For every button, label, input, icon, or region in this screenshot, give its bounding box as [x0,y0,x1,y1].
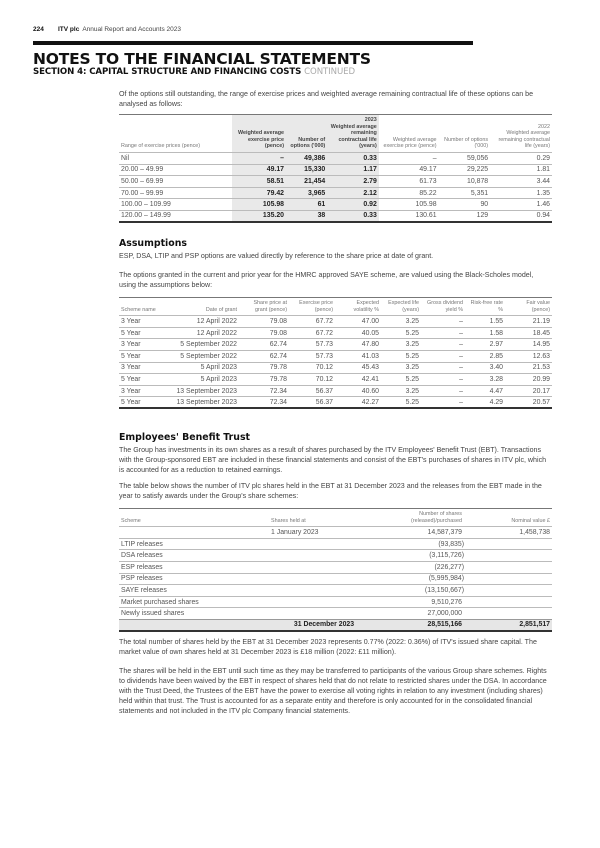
cell-volatility: 40.60 [335,385,381,397]
cell-shares: (13,150,667) [379,585,464,597]
cell-share-price: 79.08 [239,316,289,328]
cell-current-price: 79.42 [232,187,286,199]
report-title: Annual Report and Accounts 2023 [82,26,181,33]
col-current-num: Number of options ('000) [286,115,327,153]
cell-date: 5 September 2022 [164,350,239,362]
cell-prior-price: 49.17 [379,164,439,176]
cell-volatility: 41.03 [335,350,381,362]
cell-prior-life: 1.46 [490,199,552,211]
opening-shares: 14,587,379 [379,527,464,539]
cell-volatility: 47.80 [335,339,381,351]
cell-current-num: 3,965 [286,187,327,199]
cell-scheme: PSP releases [119,573,269,585]
cell-life: 3.25 [381,339,421,351]
cell-current-price: 105.98 [232,199,286,211]
options-table-row [119,210,552,222]
intro-paragraph: Of the options still outstanding, the range of exercise prices and weighted average remaining contractual life of these options can be analysed as follows: [119,90,534,108]
ebt-heading: Employees' Benefit Trust [119,432,251,443]
col-ebt-nominal: Nominal value £ [511,517,550,524]
cell-volatility: 45.43 [335,362,381,374]
ebt-para-2: The table below shows the number of ITV plc shares held in the EBT at 31 December 2023 and the releases from the EBT made in the year to satisfy awards under the Group's share schemes: [119,482,542,500]
cell-riskfree: 1.55 [465,316,505,328]
cell-range: 50.00 – 69.99 [119,176,232,188]
col-prior-life: 2022 Weighted average remaining contractual life (years) [490,115,552,153]
cell-scheme: 5 Year [119,350,164,362]
saye-table-row [119,385,552,397]
section-subtitle [33,67,355,77]
cell-scheme: 5 Year [119,327,164,339]
cell-current-price: 58.51 [232,176,286,188]
year-current: 2023 [364,117,377,123]
cell-scheme: 3 Year [119,316,164,328]
cell-riskfree: 4.47 [465,385,505,397]
cell-dividend: – [421,397,465,409]
ebt-table-row [119,538,552,550]
col-ebt-scheme: Scheme [121,517,141,524]
options-table-row [119,176,552,188]
cell-fair-value: 14.95 [505,339,552,351]
cell-date: 12 April 2022 [164,327,239,339]
cell-share-price: 79.78 [239,362,289,374]
cell-exercise-price: 57.73 [289,339,335,351]
ebt-para-4: The shares will be held in the EBT until such time as they may be transferred to participants of the various Group share schemes. Rights to dividends have been waived by the EBT in respect of shares held that do not relate to restricted shares under the DSA. In accordance with the Trust Deed, the Trustees of the EBT have the power to exercise all voting rights in relation to any investment (including shares) held within that trust. The Trust is accounted for as a separate entity and therefore is only accounted for in the consolidated financial statements and not included in the ITV plc Company financial statements. [119,667,547,715]
saye-table-row [119,350,552,362]
ebt-para-3: The total number of shares held by the EBT at 31 December 2023 represents 0.77% (2022: 0.36%) of ITV's issued share capital. The market value of own shares held at 31 December 2023 is £18 million (2022: £11 million). [119,638,537,656]
cell-volatility: 40.05 [335,327,381,339]
cell-current-num: 49,386 [286,152,327,164]
cell-date: 12 April 2022 [164,316,239,328]
cell-prior-life: 3.44 [490,176,552,188]
assumptions-heading: Assumptions [119,238,187,249]
cell-current-life: 1.17 [327,164,379,176]
cell-life: 3.25 [381,362,421,374]
cell-range: 20.00 – 49.99 [119,164,232,176]
assumptions-para-2: The options granted in the current and prior year for the HMRC approved SAYE scheme, are valued using the Black-Scholes model, using the assumptions below: [119,271,534,289]
options-table-row [119,199,552,211]
cell-current-price: 49.17 [232,164,286,176]
cell-prior-num: 10,878 [439,176,491,188]
cell-share-price: 62.74 [239,350,289,362]
cell-scheme: 3 Year [119,339,164,351]
cell-prior-life: 1.81 [490,164,552,176]
cell-range: Nil [119,152,232,164]
cell-range: 70.00 – 99.99 [119,187,232,199]
cell-dividend: – [421,362,465,374]
cell-prior-num: 5,351 [439,187,491,199]
cell-fair-value: 20.17 [505,385,552,397]
cell-fair-value: 18.45 [505,327,552,339]
cell-riskfree: 4.29 [465,397,505,409]
cell-current-num: 38 [286,210,327,222]
col-prior-num: Number of options ('000) [444,136,489,150]
cell-scheme: SAYE releases [119,585,269,597]
cell-riskfree: 1.58 [465,327,505,339]
brand-name: ITV plc [58,26,80,33]
header-rule [33,41,473,45]
cell-exercise-price: 56.37 [289,385,335,397]
col-ebt-held-at: Shares held at [271,517,306,524]
ebt-table-row [119,561,552,573]
saye-table-row [119,397,552,409]
cell-dividend: – [421,385,465,397]
cell-current-num: 21,454 [286,176,327,188]
saye-table-row [119,327,552,339]
cell-current-life: 0.92 [327,199,379,211]
cell-current-num: 15,330 [286,164,327,176]
cell-scheme: DSA releases [119,550,269,562]
cell-share-price: 72.34 [239,397,289,409]
cell-exercise-price: 67.72 [289,327,335,339]
col-range: Range of exercise prices (pence) [121,143,201,150]
options-table-row [119,164,552,176]
cell-current-life: 0.33 [327,152,379,164]
cell-prior-price: 61.73 [379,176,439,188]
cell-exercise-price: 70.12 [289,362,335,374]
page-number: 224 [33,26,44,33]
closing-nominal: 2,851,517 [464,619,552,631]
options-table [119,114,552,223]
ebt-table-row [119,573,552,585]
col-scheme: Scheme name [121,306,156,313]
cell-date: 5 April 2023 [164,362,239,374]
cell-volatility: 42.27 [335,397,381,409]
cell-exercise-price: 70.12 [289,374,335,386]
cell-scheme: 3 Year [119,385,164,397]
cell-prior-life: 1.35 [490,187,552,199]
cell-share-price: 62.74 [239,339,289,351]
cell-dividend: – [421,374,465,386]
options-table-row [119,152,552,164]
cell-current-price: 135.20 [232,210,286,222]
cell-prior-price: 130.61 [379,210,439,222]
ebt-para-1: The Group has investments in its own shares as a result of shares purchased by the ITV Employees' Benefit Trust (EBT). Transactions with the Group-sponsored EBT are included in these financial statements and consist of the EBT's purchases of shares in ITV plc, which is accounted for as a reduction to retained earnings. [119,446,547,474]
cell-current-life: 2.12 [327,187,379,199]
ebt-table-row [119,608,552,620]
col-share-price: Share price at grant (pence) [253,300,287,313]
cell-exercise-price: 56.37 [289,397,335,409]
cell-life: 5.25 [381,397,421,409]
ebt-opening-row [119,527,552,539]
cell-date: 13 September 2023 [164,397,239,409]
cell-shares: 27,000,000 [379,608,464,620]
saye-table-row [119,362,552,374]
closing-shares: 28,515,166 [379,619,464,631]
col-ebt-shares: Number of shares (released)/purchased [411,511,462,524]
cell-range: 120.00 – 149.99 [119,210,232,222]
cell-prior-num: 129 [439,210,491,222]
ebt-table-row [119,550,552,562]
cell-exercise-price: 57.73 [289,350,335,362]
cell-dividend: – [421,327,465,339]
cell-scheme: 5 Year [119,374,164,386]
continued-label: CONTINUED [304,67,355,77]
cell-current-num: 61 [286,199,327,211]
saye-table-row [119,374,552,386]
cell-life: 3.25 [381,385,421,397]
cell-date: 5 April 2023 [164,374,239,386]
cell-share-price: 72.34 [239,385,289,397]
col-prior-price: Weighted average exercise price (pence) [383,136,437,150]
col-life: Expected life (years) [388,300,419,313]
cell-date: 5 September 2022 [164,339,239,351]
cell-life: 5.25 [381,327,421,339]
cell-date: 13 September 2023 [164,385,239,397]
cell-volatility: 47.00 [335,316,381,328]
ebt-closing-row [119,619,552,631]
cell-shares: (93,835) [379,538,464,550]
cell-riskfree: 3.28 [465,374,505,386]
options-table-row [119,187,552,199]
cell-share-price: 79.78 [239,374,289,386]
cell-scheme: 3 Year [119,362,164,374]
cell-exercise-price: 67.72 [289,316,335,328]
page-title: NOTES TO THE FINANCIAL STATEMENTS [33,50,371,68]
cell-scheme: Newly issued shares [119,608,269,620]
year-prior: 2022 [538,123,550,130]
cell-shares: (3,115,726) [379,550,464,562]
cell-prior-num: 29,225 [439,164,491,176]
cell-fair-value: 20.57 [505,397,552,409]
col-fair-value: Fair value (pence) [526,300,550,313]
cell-current-life: 0.33 [327,210,379,222]
col-exercise-price: Exercise price (pence) [299,300,333,313]
cell-prior-life: 0.29 [490,152,552,164]
cell-fair-value: 12.63 [505,350,552,362]
cell-prior-num: 59,056 [439,152,491,164]
cell-fair-value: 21.53 [505,362,552,374]
cell-shares: (5,995,984) [379,573,464,585]
cell-current-life: 2.79 [327,176,379,188]
cell-prior-price: 85.22 [379,187,439,199]
cell-scheme: 5 Year [119,397,164,409]
cell-riskfree: 2.85 [465,350,505,362]
cell-dividend: – [421,316,465,328]
cell-shares: 9,510,276 [379,596,464,608]
cell-life: 5.25 [381,350,421,362]
cell-prior-life: 0.94 [490,210,552,222]
cell-range: 100.00 – 109.99 [119,199,232,211]
cell-scheme: LTIP releases [119,538,269,550]
opening-date: 1 January 2023 [269,527,379,539]
cell-prior-num: 90 [439,199,491,211]
cell-dividend: – [421,350,465,362]
col-current-price: Weighted average exercise price (pence) [232,115,286,153]
saye-table-row [119,316,552,328]
ebt-shares-table [119,508,552,632]
cell-prior-price: 105.98 [379,199,439,211]
section-title: SECTION 4: CAPITAL STRUCTURE AND FINANCING COSTS [33,67,302,77]
cell-life: 3.25 [381,316,421,328]
cell-riskfree: 3.40 [465,362,505,374]
cell-current-price: – [232,152,286,164]
col-volatility: Expected volatility % [353,300,379,313]
cell-dividend: – [421,339,465,351]
col-riskfree: Risk-free rate % [470,300,503,313]
cell-fair-value: 20.99 [505,374,552,386]
ebt-table-row [119,596,552,608]
assumptions-para-1: ESP, DSA, LTIP and PSP options are valued directly by reference to the share price at date of grant. [119,252,434,260]
cell-life: 5.25 [381,374,421,386]
cell-prior-price: – [379,152,439,164]
cell-scheme: ESP releases [119,561,269,573]
opening-nominal: 1,458,738 [464,527,552,539]
cell-shares: (226,277) [379,561,464,573]
col-dividend: Gross dividend yield % [427,300,463,313]
col-current-life: 2023 Weighted average remaining contractual life (years) [327,115,379,153]
cell-fair-value: 21.19 [505,316,552,328]
saye-table-row [119,339,552,351]
cell-volatility: 42.41 [335,374,381,386]
col-date: Date of grant [205,306,237,313]
cell-riskfree: 2.97 [465,339,505,351]
closing-date: 31 December 2023 [269,619,379,631]
page-header [33,26,181,33]
cell-share-price: 79.08 [239,327,289,339]
cell-scheme: Market purchased shares [119,596,269,608]
saye-assumptions-table [119,297,552,409]
ebt-table-row [119,585,552,597]
